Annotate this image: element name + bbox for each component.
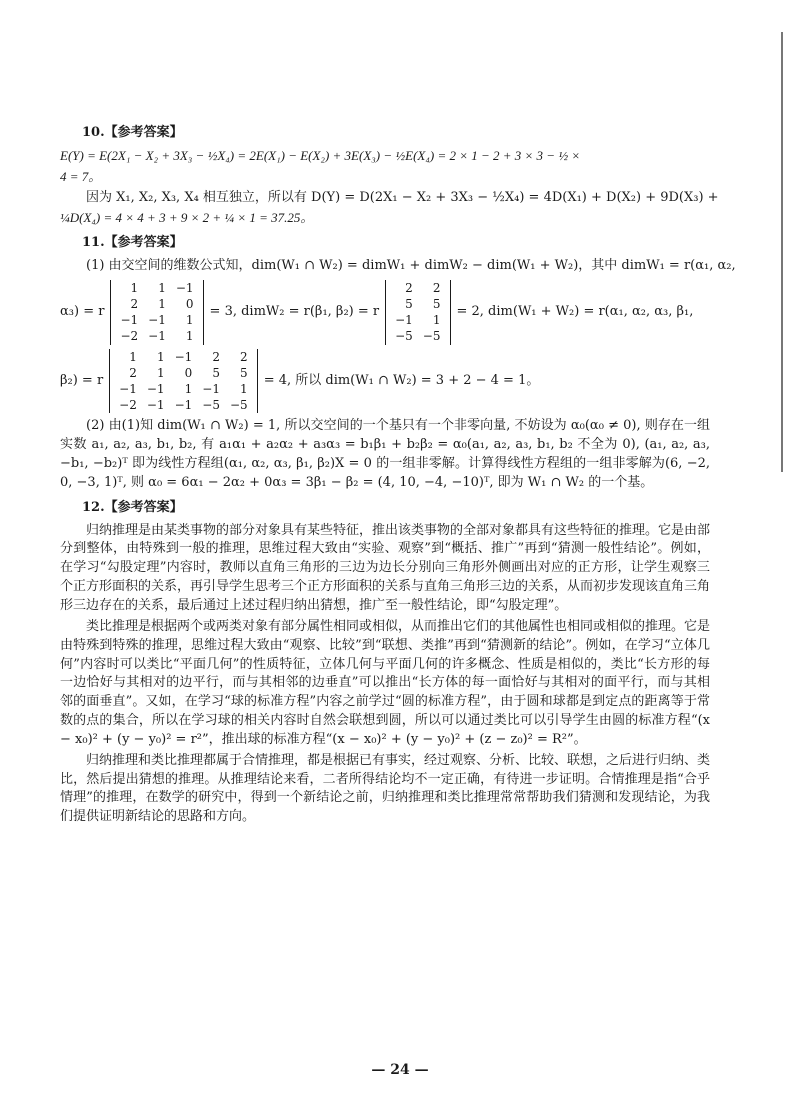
q11-m1-prefix: α₃) = r [60,303,105,319]
matrix-cell: 1 [156,365,165,380]
matrix-cell: −1 [202,382,220,397]
matrix-cell: −1 [148,313,166,328]
q11-m3-prefix: β₂) = r [60,372,104,388]
matrix-row [114,349,253,365]
matrix-cell: −2 [120,329,139,344]
q11-matrix-row-2 [60,349,710,414]
matrix-row [115,328,198,344]
matrix-cell: −5 [202,398,220,413]
matrix-row [115,296,198,312]
matrix-cell: 1 [158,297,166,312]
matrix-cell: −5 [422,329,441,344]
matrix-cell: 2 [432,280,441,295]
q11-part2: (2) 由(1)知 dim(W₁ ∩ W₂) = 1, 所以交空间的一个基只有一个非零向量, 不妨设为 α₀(α₀ ≠ 0), 则存在一组实数 a₁, a₂, a₃, b₁, b₂, 有 a₁α₁ + a₂α₂ + a₃α₃ = b₁β₁ + b₂β₂ = α₀(a₁, a₂, a₃, b₁, b₂ 不全为 0), (a₁, a₂, a₃, −b₁, −b₂)ᵀ 即为线性方程组(α₁, α₂, α₃, β₁, β₂)X = 0 的一组非零解。计算得线性方程组的一组非零解为(6, −2, 0, −3, 1)ᵀ, 则 α₀ = 6α₁ − 2α₂ + 0α₃ = 3β₁ − β₂ = (4, 10, −4, −10)ᵀ, 即为 W₁ ∩ W₂ 的一个基。 [60,418,710,490]
matrix-cell: 0 [184,365,193,380]
matrix-cell: 1 [158,280,166,295]
q12-paragraph-analogy: 类比推理是根据两个或两类对象有部分属性相同或相似，从而推出它们的其他属性也相同或相似的推理。它是由特殊到特殊的推理，思维过程大致由“观察、比较”到“联想、类推”再到“猜测新的结论”。例如，在学习“立体几何”内容时可以类比“平面几何”的性质特征，立体几何与平面几何的许多概念、性质是相似的，类比“长方形的每一边恰好与其相对的边平行，而与其相邻的边垂直”可以推出“长方体的每一面恰好与其相对的面平行，而与其相邻的面垂直”。又如，在学习“球的标准方程”内容之前学过“圆的标准方程”，由于圆和球都是到定点的距离等于常数的点的集合，所以在学习球的相关内容时自然会联想到圆，所以可以通过类比可以引导学生由圆的标准方程“(x − x₀)² + (y − y₀)² = r²”，推出球的标准方程“(x − x₀)² + (y − y₀)² + (z − z₀)² = R²”。 [60,618,711,747]
q10-variance-line-1: 因为 X₁, X₂, X₃, X₄ 相互独立，所以有 D(Y) = D(2X₁ − X₂ + 3X₃ − ½X₄) = 4D(X₁) + D(X₂) + 9D(X₃) + [86,189,719,205]
matrix-row [390,296,445,312]
matrix-row [390,328,445,344]
q11-matrix-row-1 [60,280,710,345]
matrix-cell: 0 [185,297,194,312]
matrix-cell: 5 [432,297,441,312]
matrix-row [390,280,445,296]
q10-heading: 10.【参考答案】 [82,125,183,140]
matrix-cell: −1 [174,349,193,364]
q12-paragraph-induction: 归纳推理是由某类事物的部分对象具有某些特征，推出该类事物的全部对象都具有这些特征的推理。它是由部分到整体，由特殊到一般的推理，思维过程大致由“实验、观察”到“概括、推广”再到“猜测一般性结论”。例如，在学习“勾股定理”内容时，教师以直角三角形的三边为边长分别向三角形外侧画出对应的正方形，让学生观察三个正方形面积的关系，再引导学生思考三个正方形面积的关系与直角三角形三边的关系，从而初步发现该直角三角形三边存在的关系，最后通过上述过程归纳出猜想，推广至一般性结论，即“勾股定理”。 [60,522,711,613]
q11-m1-mid: = 3, dimW₂ = r(β₁, β₂) = r [209,303,380,319]
matrix-cell: 2 [405,280,413,295]
page-edge-mark [781,32,783,472]
matrix-cell: −1 [395,313,413,328]
q10-variance-line-2: ¼D(X₄) = 4 × 4 + 3 + 9 × 2 + ¼ × 1 = 37.25。 [60,210,314,226]
q10-expectation-line-1: E(Y) = E(2X₁ − X₂ + 3X₃ − ½X₄) = 2E(X₁) − E(X₂) + 3E(X₃) − ½E(X₄) = 2 × 1 − 2 + 3 × 3 − ½ × [60,147,581,163]
matrix-cell: −5 [229,398,248,413]
matrix-cell: −1 [174,398,193,413]
matrix-cell: 1 [129,349,137,364]
matrix-row [114,365,253,381]
matrix-cell: −5 [395,329,413,344]
matrix-cell: −1 [146,382,165,397]
q11-heading: 11.【参考答案】 [82,235,183,251]
matrix-cell: 1 [184,382,193,397]
matrix-cell: 1 [432,313,441,328]
matrix-cell: 1 [130,280,139,295]
matrix-cell: −1 [119,382,137,397]
q11-m2-suffix: = 2, dim(W₁ + W₂) = r(α₁, α₂, α₃, β₁, [456,303,694,319]
matrix-cell: 5 [240,365,248,380]
matrix-cell: −1 [148,329,166,344]
matrix-row [114,381,253,397]
q11-m3-suffix: = 4, 所以 dim(W₁ ∩ W₂) = 3 + 2 − 4 = 1。 [263,372,540,388]
matrix-alpha-beta [109,349,258,414]
matrix-row [115,312,198,328]
matrix-cell: 5 [212,365,220,380]
matrix-row [390,312,445,328]
matrix-cell: −2 [119,398,137,413]
matrix-cell: −1 [146,398,165,413]
matrix-row [115,280,198,296]
matrix-cell: 2 [212,349,220,364]
matrix-beta [385,280,450,345]
matrix-cell: 1 [185,313,194,328]
matrix-cell: 5 [405,297,413,312]
page-number: — 24 — [371,1062,429,1078]
matrix-cell: 1 [240,382,248,397]
q12-heading: 12.【参考答案】 [82,499,183,515]
matrix-cell: 1 [185,329,194,344]
q10-expectation-line-2: 4 = 7。 [60,168,102,184]
q12-paragraph-plausible: 归纳推理和类比推理都属于合情推理，都是根据已有事实，经过观察、分析、比较、联想，之后进行归纳、类比，然后提出猜想的推理。从推理结论来看，二者所得结论均不一定正确，有待进一步证明。合情推理是指“合乎情理”的推理，在数学的研究中，得到一个新结论之前，归纳推理和类比推理常常帮助我们猜测和发现结论，为我们提供证明新结论的思路和方向。 [60,752,711,825]
answer-content [60,118,736,829]
matrix-cell: 2 [240,349,248,364]
matrix-cell: −1 [120,313,139,328]
q11-part1-intro: (1) 由交空间的维数公式知，dim(W₁ ∩ W₂) = dimW₁ + dimW₂ − dim(W₁ + W₂)，其中 dimW₁ = r(α₁, α₂, [86,258,736,274]
matrix-cell: 2 [129,365,137,380]
matrix-cell: 1 [156,349,165,364]
matrix-alpha [110,280,203,345]
matrix-row [114,397,253,413]
matrix-cell: −1 [175,280,194,295]
matrix-cell: 2 [130,297,139,312]
